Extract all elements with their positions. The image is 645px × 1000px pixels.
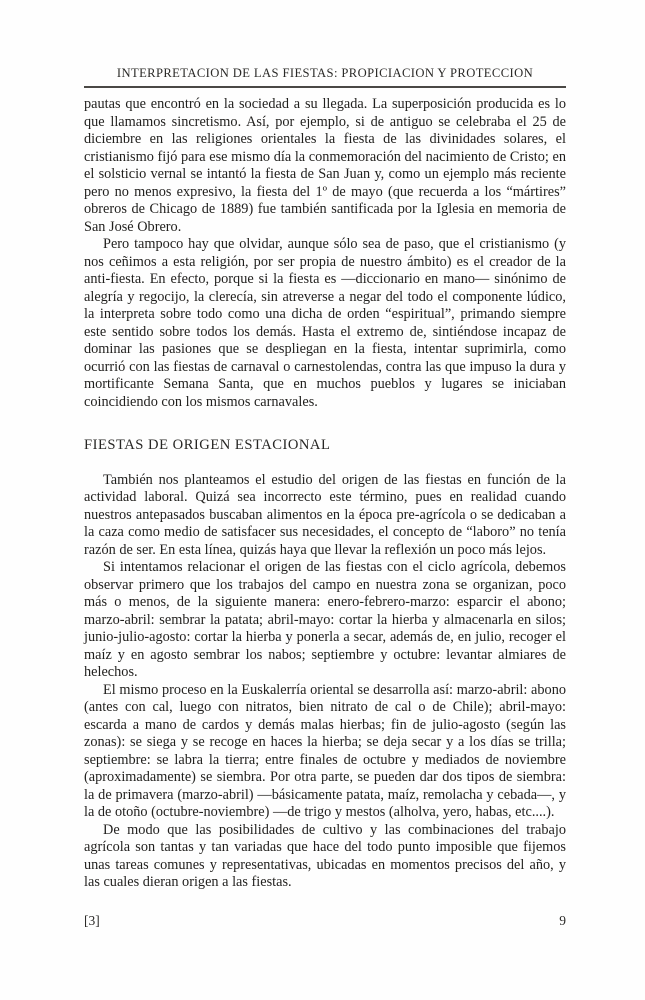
paragraph: Pero tampoco hay que olvidar, aunque sólo sea de paso, que el cristianismo (y nos ceñimos a esta religión, por ser propia de nuestro ámbito) es el creador de la anti-fiesta. En efecto, porque si la fiesta es —diccionario en mano— sinónimo de alegría y regocijo, la clerecía, sin atreverse a negar del todo el componente lúdico, la interpreta sobre todo como una dicha de orden “espiritual”, primando siempre este sentido sobre todos los demás. Hasta el extremo de, sintiéndose incapaz de dominar las pasiones que se despliegan en la fiesta, intentar suprimirla, como ocurrió con las fiestas de carnaval o carnestolendas, contra las que impuso la dura y mortificante Semana Santa, que en muchos pueblos y lugares se iniciaban coincidiendo con los mismos carnavales. <box>84 236 566 410</box>
paragraph: pautas que encontró en la sociedad a su llegada. La superposición producida es lo que llamamos sincretismo. Así, por ejemplo, si de antiguo se celebraba el 25 de diciembre en las religiones orientales la fiesta de las divinidades solares, el cristianismo fijó para ese mismo día la conmemoración del nacimiento de Cristo; en el solsticio vernal se intantó la fiesta de San Juan y, como un ejemplo más reciente pero no menos expresivo, la fiesta del 1º de mayo (que recuerda a los “mártires” obreros de Chicago de 1889) fue también santificada por la Iglesia en memoria de San José Obrero. <box>84 96 566 235</box>
page-body <box>84 96 566 892</box>
section-heading: FIESTAS DE ORIGEN ESTACIONAL <box>84 437 331 453</box>
signature-mark: [3] <box>84 913 100 928</box>
paragraph: De modo que las posibilidades de cultivo y las combinaciones del trabajo agrícola son tantas y tan variadas que hace del todo punto imposible que fijemos unas tareas comunes y representativas, ubicadas en momentos precisos del año, y las cuales dieran origen a las fiestas. <box>84 821 566 890</box>
paragraph: También nos planteamos el estudio del origen de las fiestas en función de la actividad laboral. Quizá sea incorrecto este término, pues en realidad cuando nuestros antepasados buscaban alimentos en la época pre-agrícola o se dedicaban a la caza como medio de satisfacer sus necesidades, el concepto de “laboro” no tenía razón de ser. En esta línea, quizás haya que llevar la reflexión un poco más lejos. <box>84 471 566 558</box>
page-number: 9 <box>559 913 566 928</box>
page-footer <box>84 913 566 929</box>
running-header: INTERPRETACION DE LAS FIESTAS: PROPICIACION Y PROTECCION <box>84 66 566 88</box>
paragraph: Si intentamos relacionar el origen de las fiestas con el ciclo agrícola, debemos observar primero que los trabajos del campo en nuestra zona se organizan, poco más o menos, de la siguiente manera: enero-febrero-marzo: esparcir el abono; marzo-abril: sembrar la patata; abril-mayo: cortar la hierba y almacenarla en silos; junio-julio-agosto: cortar la hierba y ponerla a secar, además de, en julio, recoger el maíz y en agosto sembrar los nabos; septiembre y octubre: levantar almiares de helechos. <box>84 559 566 680</box>
paragraph: El mismo proceso en la Euskalerría oriental se desarrolla así: marzo-abril: abono (antes con cal, luego con nitratos, bien nitrato de cal o de Chile); abril-mayo: escarda a mano de cardos y demás malas hierbas; fin de julio-agosto (según las zonas): se siega y se recoge en haces la hierba; se deja secar y a los días se trilla; septiembre: se labra la tierra; entre finales de octubre y mediados de noviembre (aproximadamente) se siembra. Por otra parte, se pueden dar dos tipos de siembra: la de primavera (marzo-abril) —básicamente patata, maíz, remolacha y cebada—, y la de otoño (octubre-noviembre) —de trigo y mestos (alholva, yero, habas, etc....). <box>84 681 566 820</box>
